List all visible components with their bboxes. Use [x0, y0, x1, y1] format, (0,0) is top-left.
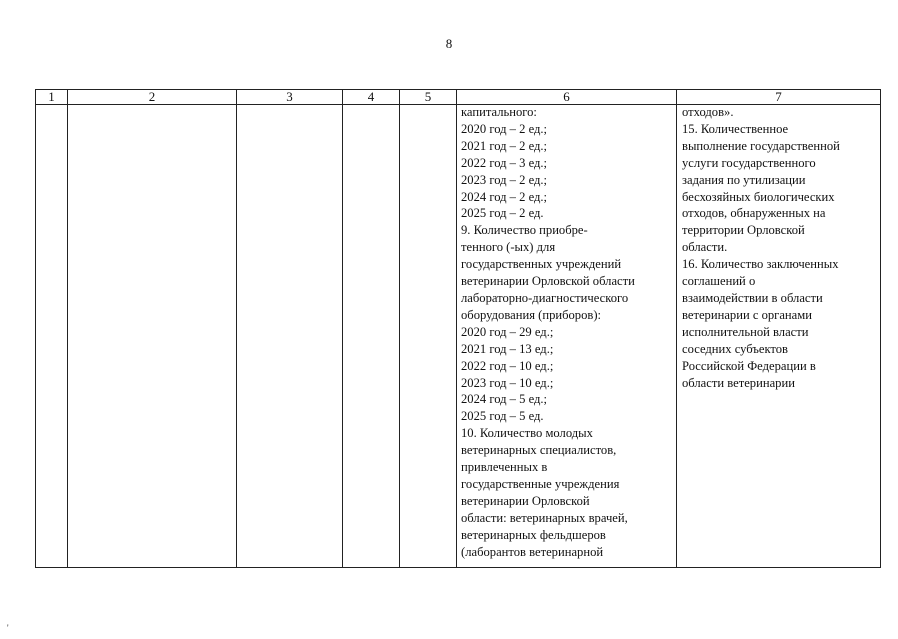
table-cell-col3 [237, 105, 343, 568]
table-cell-col2 [68, 105, 237, 568]
table-cell-col7 [677, 105, 881, 568]
results-text: отходов». 15. Количественное выполнение государственной услуги государственного задания по утилизации бесхозяйных биологических отходов, обнаруженных на территории Орловской области. 16. Количество заключенных соглашений о взаимодействии в области ветеринарии с органами исполнительной власти соседних субъектов Российской Федерации в области ветеринарии [682, 105, 840, 390]
table-row [36, 105, 881, 568]
table-cell-col1 [36, 105, 68, 568]
column-header-5: 5 [400, 90, 457, 105]
column-header-3: 3 [237, 90, 343, 105]
column-header-6: 6 [457, 90, 677, 105]
column-header-1: 1 [36, 90, 68, 105]
column-header-7: 7 [677, 90, 881, 105]
indicators-text: капитального: 2020 год – 2 ед.; 2021 год – 2 ед.; 2022 год – 3 ед.; 2023 год – 2 ед.; 2024 год – 2 ед.; 2025 год – 2 ед. 9. Количество приобре- тенного (-ых) для государственных учреждений ветеринарии Орловской области лабораторно-диагностического оборудования (приборов): 2020 год – 29 ед.; 2021 год – 13 ед.; 2022 год – 10 ед.; 2023 год – 10 ед.; 2024 год – 5 ед.; 2025 год – 5 ед. 10. Количество молодых ветеринарных специалистов, привлеченных в государственные учреждения ветеринарии Орловской области: ветеринарных врачей, ветеринарных фельдшеров (лаборантов ветеринарной [461, 105, 635, 559]
column-header-2: 2 [68, 90, 237, 105]
table-cell-col6 [457, 105, 677, 568]
page-number: 8 [445, 36, 453, 51]
header-row [36, 90, 881, 105]
data-table [35, 89, 881, 568]
margin-mark: ' [7, 623, 9, 633]
table-cell-col5 [400, 105, 457, 568]
table-cell-col4 [343, 105, 400, 568]
column-header-4: 4 [343, 90, 400, 105]
